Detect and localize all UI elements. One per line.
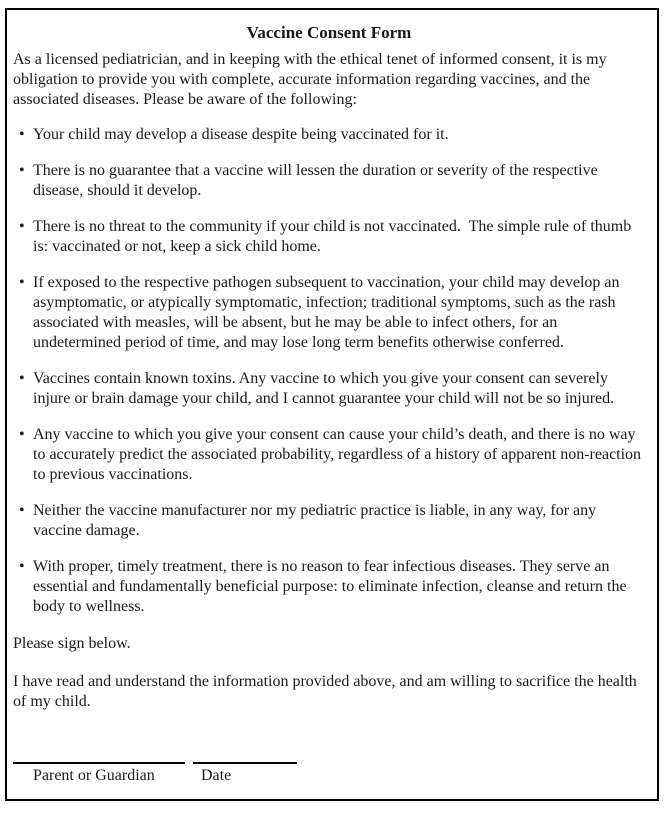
signature-row bbox=[13, 762, 645, 786]
bullet-item: • Neither the vaccine manufacturer nor my pediatric practice is liable, in any way, for any vaccine damage. bbox=[33, 501, 645, 541]
parent-signature-field bbox=[13, 762, 185, 786]
parent-signature-line[interactable] bbox=[13, 762, 185, 764]
bullet-item: • Vaccines contain known toxins. Any vaccine to which you give your consent can severely injure or brain damage your child, and I cannot guarantee your child will not be so injured. bbox=[33, 369, 645, 409]
bullet-item: • If exposed to the respective pathogen subsequent to vaccination, your child may develop an asymptomatic, or atypically symptomatic, infection; traditional symptoms, such as the rash associated with measles, will be absent, but he may be able to infect others, for an undetermined period of time, and may lose long term benefits otherwise conferred. bbox=[33, 273, 645, 353]
bullet-item: • With proper, timely treatment, there is no reason to fear infectious diseases. They serve an essential and fundamentally beneficial purpose: to eliminate infection, cleanse and return the body to wellness. bbox=[33, 557, 645, 617]
parent-signature-label: Parent or Guardian bbox=[33, 767, 155, 784]
bullet-item: • There is no threat to the community if your child is not vaccinated. The simple rule of thumb is: vaccinated or not, keep a sick child home. bbox=[33, 217, 645, 257]
form-title: Vaccine Consent Form bbox=[246, 23, 412, 42]
bullet-list bbox=[13, 125, 645, 617]
bullet-item: • Your child may develop a disease despite being vaccinated for it. bbox=[33, 125, 645, 145]
date-field bbox=[193, 762, 297, 786]
form-border bbox=[5, 8, 659, 801]
bullet-item: • Any vaccine to which you give your consent can cause your child’s death, and there is no way to accurately predict the associated probability, regardless of a history of apparent non-reaction to previous vaccinations. bbox=[33, 425, 645, 485]
intro-paragraph: As a licensed pediatrician, and in keeping with the ethical tenet of informed consent, it is my obligation to provide you with complete, accurate information regarding vaccines, and the associated diseases. Please be aware of the following: bbox=[13, 51, 611, 108]
sign-prompt: Please sign below. bbox=[13, 635, 131, 652]
acknowledgement-paragraph: I have read and understand the information provided above, and am willing to sacrifice the health of my child. bbox=[13, 673, 641, 710]
bullet-item: • There is no guarantee that a vaccine will lessen the duration or severity of the respective disease, should it develop. bbox=[33, 161, 645, 201]
date-label: Date bbox=[201, 767, 232, 784]
date-signature-line[interactable] bbox=[193, 762, 297, 764]
